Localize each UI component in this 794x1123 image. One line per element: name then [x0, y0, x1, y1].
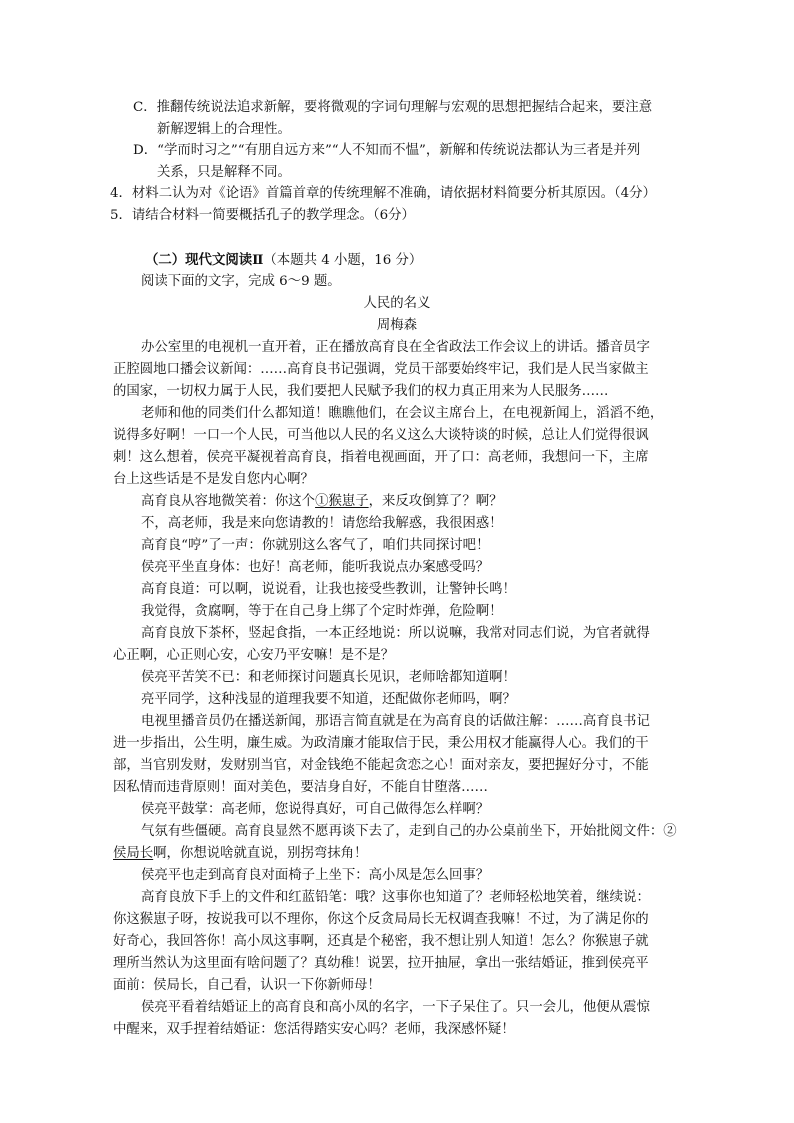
body-line: 刺！这么想着，侯亮平凝视着高育良，指着电视画面，开了口：高老师，我想问一下，主席 [113, 450, 649, 465]
body-line: 亮平同学，这种浅显的道理我要不知道，还配做你老师吗，啊？ [141, 692, 516, 707]
body-line: 侯亮平坐直身体：也好！高老师，能听我说点办案感受吗？ [141, 560, 490, 575]
body-line: 高育良道：可以啊，说说看，让我也接受些教训，让警钟长鸣！ [141, 582, 516, 597]
body-line: 你这猴崽子呀，按说我可以不理你，你这个反贪局局长无权调查我嘛！不过，为了满足你的 [113, 912, 649, 927]
body-line: 面前：侯局长，自己看，认识一下你新师母！ [113, 978, 381, 993]
body-line: 老师和他的同类们什么都知道！瞧瞧他们，在会议主席台上，在电视新闻上，滔滔不绝， [141, 406, 664, 421]
annotated-term-1: ①猴崽子 [315, 494, 369, 509]
option-d-line-2: 关系，只是解释不同。 [157, 165, 291, 180]
body-line: 理所当然认为这里面有啥问题了？真幼稚！说罢，拉开抽屉，拿出一张结婚证，推到侯亮平 [113, 956, 649, 971]
section-heading-note: （本题共 4 小题，16 分） [263, 253, 423, 268]
body-line: 侯亮平看着结婚证上的高育良和高小凤的名字，一下子呆住了。只一会儿，他便从震惊 [141, 1000, 650, 1015]
body-line: 侯亮平鼓掌：高老师，您说得真好，可自己做得怎么样啊？ [141, 802, 490, 817]
body-line [141, 491, 503, 513]
body-line: 部，当官别发财，发财别当官，对金钱绝不能起贪恋之心！面对亲友，要把握好分寸，不能 [113, 758, 649, 773]
option-c-line-1: C．推翻传统说法追求新解，要将微观的字词句理解与宏观的思想把握结合起来，要注意 [133, 100, 653, 115]
reading-instruction: 阅读下面的文字，完成 6～9 题。 [141, 274, 341, 289]
body-line: 的国家，一切权力属于人民，我们要把人民赋予我们的权力真正用来为人民服务…… [113, 384, 609, 399]
body-line: 正腔圆地口播会议新闻：……高育良书记强调，党员干部要始终牢记，我们是人民当家做主 [113, 362, 649, 377]
body-line: 办公室里的电视机一直开着，正在播放高育良在全省政法工作会议上的讲话。播音员字 [141, 340, 650, 355]
section-heading-title: （二）现代文阅读Ⅱ [145, 252, 264, 268]
body-line: 进一步指出，公生明，廉生威。为政清廉才能取信于民，秉公用权才能赢得人心。我们的干 [113, 736, 649, 751]
body-line: 侯亮平苦笑不已：和老师探讨问题真长见识，老师啥都知道啊！ [141, 670, 516, 685]
article-title: 人民的名义 [363, 296, 431, 311]
body-line: 高育良放下茶杯，竖起食指，一本正经地说：所以说嘛，我常对同志们说，为官者就得 [141, 626, 650, 641]
body-line: 侯亮平也走到高育良对面椅子上坐下：高小凤是怎么回事？ [141, 868, 490, 883]
option-d-line-1: D．“学而时习之”“有朋自远方来”“人不知而不愠”，新解和传统说法都认为三者是并列 [133, 143, 641, 158]
body-line: 高育良放下手上的文件和红蓝铅笔：哦？这事你也知道了？老师轻松地笑着，继续说： [141, 890, 650, 905]
section-heading [145, 249, 422, 272]
body-text: 高育良从容地微笑着：你这个 [141, 494, 316, 509]
body-line: 说得多好啊！一口一个人民，可当他以人民的名义这么大谈特谈的时候，总让人们觉得很讽 [113, 428, 649, 443]
annotated-term-2: 侯局长 [113, 846, 154, 861]
question-5: 5．请结合材料一简要概括孔子的教学理念。（6分） [110, 208, 415, 223]
option-c-line-2: 新解逻辑上的合理性。 [157, 122, 291, 137]
body-line: 气氛有些僵硬。高育良显然不愿再谈下去了，走到自己的办公桌前坐下，开始批阅文件：② [141, 824, 677, 839]
body-line: 中醒来，双手捏着结婚证：您活得踏实安心吗？老师，我深感怀疑！ [113, 1022, 515, 1037]
body-line: 电视里播音员仍在播送新闻，那语言简直就是在为高育良的话做注解：……高育良书记 [141, 714, 650, 729]
article-author: 周梅森 [376, 318, 418, 333]
body-line: 高育良“哼”了一声：你就别这么客气了，咱们共同探讨吧！ [141, 538, 490, 553]
body-line: 因私情而违背原则！面对美色，要洁身自好，不能自甘堕落…… [113, 780, 488, 795]
body-line: 不，高老师，我是来向您请教的！请您给我解惑，我很困惑！ [141, 516, 503, 531]
question-4: 4．材料二认为对《论语》首篇首章的传统理解不准确，请依据材料简要分析其原因。（4分） [110, 186, 656, 201]
body-line: 心正啊，心正则心安，心安乃平安嘛！是不是？ [113, 648, 395, 663]
body-line: 好奇心，我回答你！高小凤这事啊，还真是个秘密，我不想让别人知道！怎么？你猴崽子就 [113, 934, 649, 949]
body-text: 啊，你想说啥就直说，别拐弯抹角！ [153, 846, 368, 861]
body-line [113, 843, 367, 865]
body-text: ，来反攻倒算了？啊？ [368, 494, 503, 509]
body-line: 我觉得，贪腐啊，等于在自己身上绑了个定时炸弹，危险啊！ [141, 604, 503, 619]
body-line: 台上这些话是不是发自您内心啊？ [113, 472, 314, 487]
